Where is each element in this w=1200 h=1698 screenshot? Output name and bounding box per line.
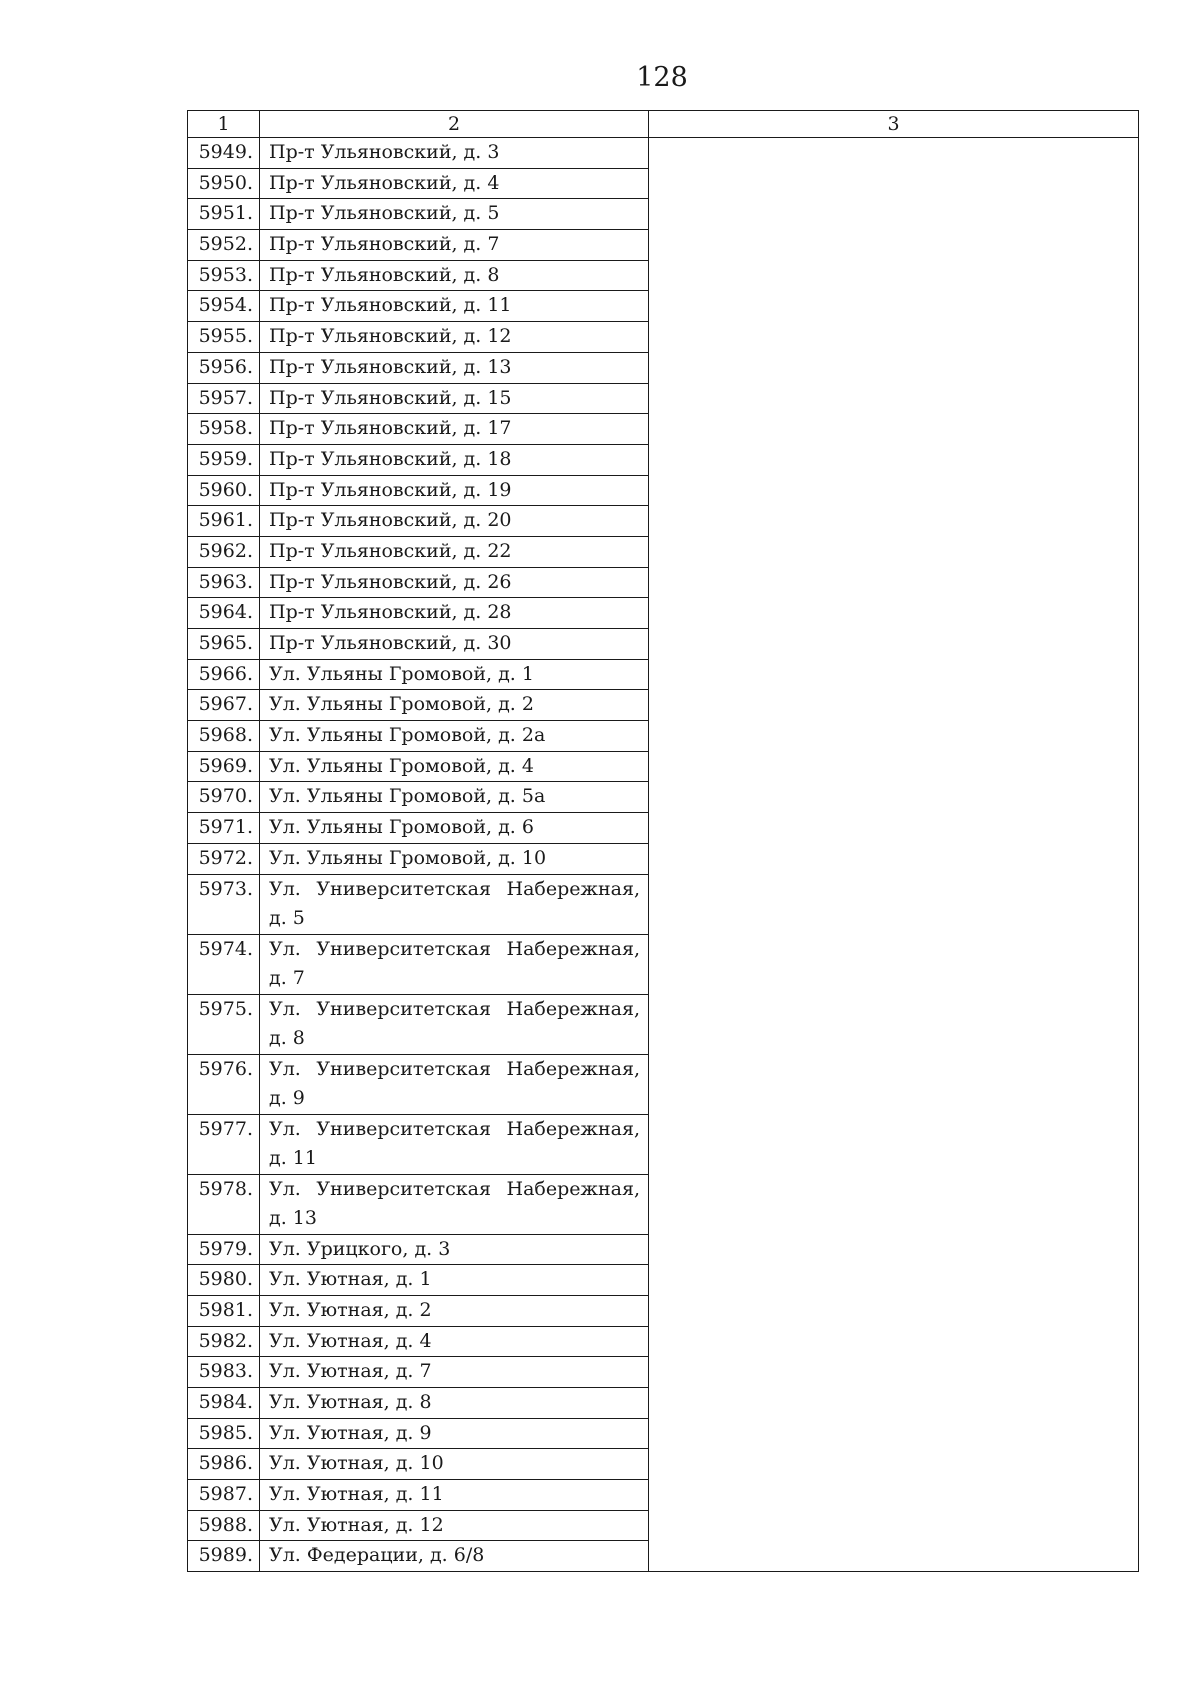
column-header-2: 2 bbox=[260, 111, 649, 138]
row-number-cell: 5985. bbox=[188, 1418, 260, 1449]
address-cell: Ул. Уютная, д. 9 bbox=[260, 1418, 649, 1449]
row-number-cell: 5983. bbox=[188, 1357, 260, 1388]
address-cell: Пр-т Ульяновский, д. 18 bbox=[260, 444, 649, 475]
row-number-cell: 5968. bbox=[188, 721, 260, 752]
row-number-cell: 5952. bbox=[188, 230, 260, 261]
address-cell: Пр-т Ульяновский, д. 28 bbox=[260, 598, 649, 629]
row-number-cell: 5989. bbox=[188, 1541, 260, 1572]
address-cell: Ул. Уютная, д. 11 bbox=[260, 1480, 649, 1511]
address-cell: Пр-т Ульяновский, д. 26 bbox=[260, 567, 649, 598]
column-header-1: 1 bbox=[188, 111, 260, 138]
row-number-cell: 5970. bbox=[188, 782, 260, 813]
address-cell: Ул. Федерации, д. 6/8 bbox=[260, 1541, 649, 1572]
row-number-cell: 5977. bbox=[188, 1114, 260, 1174]
row-number-cell: 5980. bbox=[188, 1265, 260, 1296]
row-number-cell: 5969. bbox=[188, 751, 260, 782]
address-cell: Ул. Уютная, д. 4 bbox=[260, 1326, 649, 1357]
address-cell: Ул. Университетская Набережная, д. 8 bbox=[260, 994, 649, 1054]
address-cell: Пр-т Ульяновский, д. 7 bbox=[260, 230, 649, 261]
row-number-cell: 5971. bbox=[188, 813, 260, 844]
address-cell: Ул. Уютная, д. 10 bbox=[260, 1449, 649, 1480]
table-header-row bbox=[188, 111, 1139, 138]
address-cell: Пр-т Ульяновский, д. 11 bbox=[260, 291, 649, 322]
address-cell: Ул. Ульяны Громовой, д. 10 bbox=[260, 843, 649, 874]
row-number-cell: 5964. bbox=[188, 598, 260, 629]
address-cell: Пр-т Ульяновский, д. 5 bbox=[260, 199, 649, 230]
row-number-cell: 5950. bbox=[188, 168, 260, 199]
address-cell: Ул. Уютная, д. 2 bbox=[260, 1295, 649, 1326]
row-number-cell: 5962. bbox=[188, 536, 260, 567]
column-header-3: 3 bbox=[649, 111, 1139, 138]
row-number-cell: 5957. bbox=[188, 383, 260, 414]
row-number-cell: 5966. bbox=[188, 659, 260, 690]
row-number-cell: 5988. bbox=[188, 1510, 260, 1541]
row-number-cell: 5956. bbox=[188, 352, 260, 383]
address-cell: Ул. Ульяны Громовой, д. 2а bbox=[260, 721, 649, 752]
row-number-cell: 5974. bbox=[188, 934, 260, 994]
row-number-cell: 5960. bbox=[188, 475, 260, 506]
address-cell: Ул. Уютная, д. 7 bbox=[260, 1357, 649, 1388]
address-cell: Ул. Урицкого, д. 3 bbox=[260, 1234, 649, 1265]
address-cell: Пр-т Ульяновский, д. 17 bbox=[260, 414, 649, 445]
row-number-cell: 5975. bbox=[188, 994, 260, 1054]
address-cell: Ул. Ульяны Громовой, д. 1 bbox=[260, 659, 649, 690]
row-number-cell: 5982. bbox=[188, 1326, 260, 1357]
address-cell: Пр-т Ульяновский, д. 20 bbox=[260, 506, 649, 537]
address-cell: Пр-т Ульяновский, д. 12 bbox=[260, 322, 649, 353]
table-row bbox=[188, 138, 1139, 169]
address-cell: Пр-т Ульяновский, д. 22 bbox=[260, 536, 649, 567]
row-number-cell: 5959. bbox=[188, 444, 260, 475]
address-cell: Ул. Ульяны Громовой, д. 5а bbox=[260, 782, 649, 813]
column-3-cell bbox=[649, 138, 1139, 1572]
address-cell: Ул. Университетская Набережная, д. 13 bbox=[260, 1174, 649, 1234]
row-number-cell: 5986. bbox=[188, 1449, 260, 1480]
row-number-cell: 5978. bbox=[188, 1174, 260, 1234]
row-number-cell: 5987. bbox=[188, 1480, 260, 1511]
address-table bbox=[187, 110, 1139, 1572]
row-number-cell: 5965. bbox=[188, 629, 260, 660]
address-cell: Пр-т Ульяновский, д. 8 bbox=[260, 260, 649, 291]
row-number-cell: 5953. bbox=[188, 260, 260, 291]
address-cell: Ул. Уютная, д. 8 bbox=[260, 1387, 649, 1418]
address-cell: Ул. Университетская Набережная, д. 9 bbox=[260, 1054, 649, 1114]
row-number-cell: 5979. bbox=[188, 1234, 260, 1265]
row-number-cell: 5955. bbox=[188, 322, 260, 353]
address-cell: Ул. Уютная, д. 12 bbox=[260, 1510, 649, 1541]
address-cell: Ул. Ульяны Громовой, д. 6 bbox=[260, 813, 649, 844]
row-number-cell: 5954. bbox=[188, 291, 260, 322]
address-cell: Ул. Уютная, д. 1 bbox=[260, 1265, 649, 1296]
address-cell: Пр-т Ульяновский, д. 19 bbox=[260, 475, 649, 506]
address-cell: Пр-т Ульяновский, д. 30 bbox=[260, 629, 649, 660]
address-cell: Пр-т Ульяновский, д. 4 bbox=[260, 168, 649, 199]
row-number-cell: 5958. bbox=[188, 414, 260, 445]
address-cell: Ул. Университетская Набережная, д. 5 bbox=[260, 874, 649, 934]
row-number-cell: 5963. bbox=[188, 567, 260, 598]
page-number: 128 bbox=[636, 62, 688, 93]
address-cell: Пр-т Ульяновский, д. 13 bbox=[260, 352, 649, 383]
row-number-cell: 5951. bbox=[188, 199, 260, 230]
address-cell: Ул. Университетская Набережная, д. 11 bbox=[260, 1114, 649, 1174]
row-number-cell: 5973. bbox=[188, 874, 260, 934]
row-number-cell: 5981. bbox=[188, 1295, 260, 1326]
row-number-cell: 5961. bbox=[188, 506, 260, 537]
table-body bbox=[188, 138, 1139, 1572]
row-number-cell: 5976. bbox=[188, 1054, 260, 1114]
row-number-cell: 5984. bbox=[188, 1387, 260, 1418]
row-number-cell: 5967. bbox=[188, 690, 260, 721]
row-number-cell: 5972. bbox=[188, 843, 260, 874]
address-cell: Пр-т Ульяновский, д. 15 bbox=[260, 383, 649, 414]
address-cell: Пр-т Ульяновский, д. 3 bbox=[260, 138, 649, 169]
address-cell: Ул. Университетская Набережная, д. 7 bbox=[260, 934, 649, 994]
row-number-cell: 5949. bbox=[188, 138, 260, 169]
address-cell: Ул. Ульяны Громовой, д. 4 bbox=[260, 751, 649, 782]
address-cell: Ул. Ульяны Громовой, д. 2 bbox=[260, 690, 649, 721]
